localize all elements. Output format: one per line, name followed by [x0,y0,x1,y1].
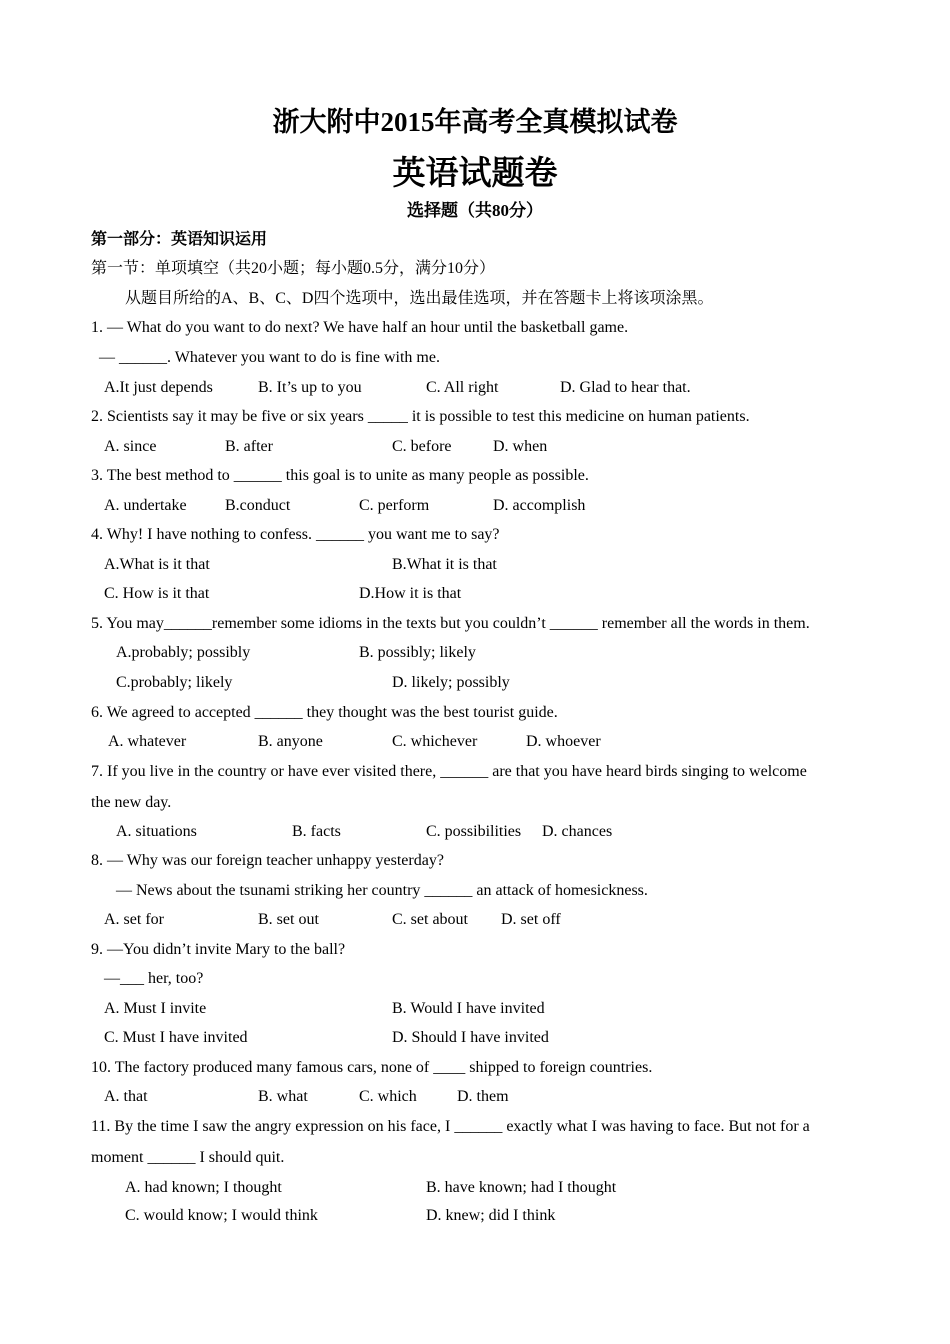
option-d: D. knew; did I think [426,1207,556,1224]
option-b: B. facts [292,823,341,840]
option-a: A. had known; I thought [125,1179,282,1196]
option-a: A. Must I invite [104,1000,207,1017]
option-c: C. perform [359,497,430,514]
question-stem: 4. Why! I have nothing to confess. ______ you want me to say? [91,526,500,543]
option-a: A. situations [116,823,197,840]
question-stem: 11. By the time I saw the angry expression on his face, I ______ exactly what I was having to face. But not for a [91,1118,810,1135]
option-a: A. since [104,438,157,455]
option-b: B. what [258,1088,308,1105]
option-b: B.What it is that [392,556,497,573]
option-b: B.conduct [225,497,291,514]
question-stem: 1. — What do you want to do next? We have half an hour until the basketball game. [91,319,629,336]
option-a: A.What is it that [104,556,210,573]
option-d: D. them [457,1088,509,1105]
option-c: C.probably; likely [116,674,233,691]
question-stem: — ______. Whatever you want to do is fine with me. [99,349,440,366]
option-c: C. All right [426,379,499,396]
option-d: D. set off [501,911,561,928]
option-c: C. which [359,1088,417,1105]
option-d: D. Should I have invited [392,1029,549,1046]
option-d: D. when [493,438,548,455]
question-stem: — News about the tsunami striking her country ______ an attack of homesickness. [116,882,648,899]
option-c: C. before [392,438,452,455]
question-stem: moment ______ I should quit. [91,1149,285,1166]
option-b: B. possibly; likely [359,644,476,661]
question-stem: —___ her, too? [104,970,204,987]
question-stem: 3. The best method to ______ this goal is to unite as many people as possible. [91,467,589,484]
option-a: A. whatever [108,733,187,750]
option-c: C. would know; I would think [125,1207,318,1224]
option-b: B. set out [258,911,319,928]
option-a: A.probably; possibly [116,644,251,661]
option-a: A.It just depends [104,379,213,396]
exam-title: 浙大附中2015年高考全真模拟试卷 [272,107,678,137]
question-stem: 9. —You didn’t invite Mary to the ball? [91,941,346,958]
option-c: C. set about [392,911,468,928]
option-d: D. chances [542,823,613,840]
option-d: D. Glad to hear that. [560,379,691,396]
option-d: D. accomplish [493,497,586,514]
question-stem: the new day. [91,794,172,811]
option-c: C. whichever [392,733,478,750]
option-d: D. likely; possibly [392,674,510,691]
option-c: C. possibilities [426,823,522,840]
instructions: 从题目所给的A、B、C、D四个选项中，选出最佳选项，并在答题卡上将该项涂黑。 [125,290,714,307]
question-stem: 7. If you live in the country or have ever visited there, ______ are that you have heard birds singing to welcome [91,763,807,780]
section-info: 第一节：单项填空（共20小题；每小题0.5分，满分10分） [91,260,496,277]
option-b: B. anyone [258,733,323,750]
question-stem: 8. — Why was our foreign teacher unhappy yesterday? [91,852,444,869]
option-c: C. Must I have invited [104,1029,248,1046]
paper-subject-title: 英语试题卷 [392,156,558,192]
option-a: A. undertake [104,497,187,514]
option-b: B. have known; had I thought [426,1179,617,1196]
option-a: A. that [104,1088,148,1105]
question-stem: 5. You may______remember some idioms in the texts but you couldn’t ______ remember all the words in them. [91,615,810,632]
option-b: B. It’s up to you [258,379,362,396]
option-b: B. after [225,438,273,455]
option-c: C. How is it that [104,585,210,602]
option-d: D. whoever [526,733,601,750]
section-heading: 选择题（共80分） [407,201,543,220]
option-a: A. set for [104,911,164,928]
question-stem: 10. The factory produced many famous cars, none of ____ shipped to foreign countries. [91,1059,653,1076]
option-d: D.How it is that [359,585,462,602]
question-stem: 2. Scientists say it may be five or six years _____ it is possible to test this medicine on human patients. [91,408,750,425]
part-title: 第一部分：英语知识运用 [91,231,268,248]
option-b: B. Would I have invited [392,1000,545,1017]
question-stem: 6. We agreed to accepted ______ they thought was the best tourist guide. [91,704,558,721]
